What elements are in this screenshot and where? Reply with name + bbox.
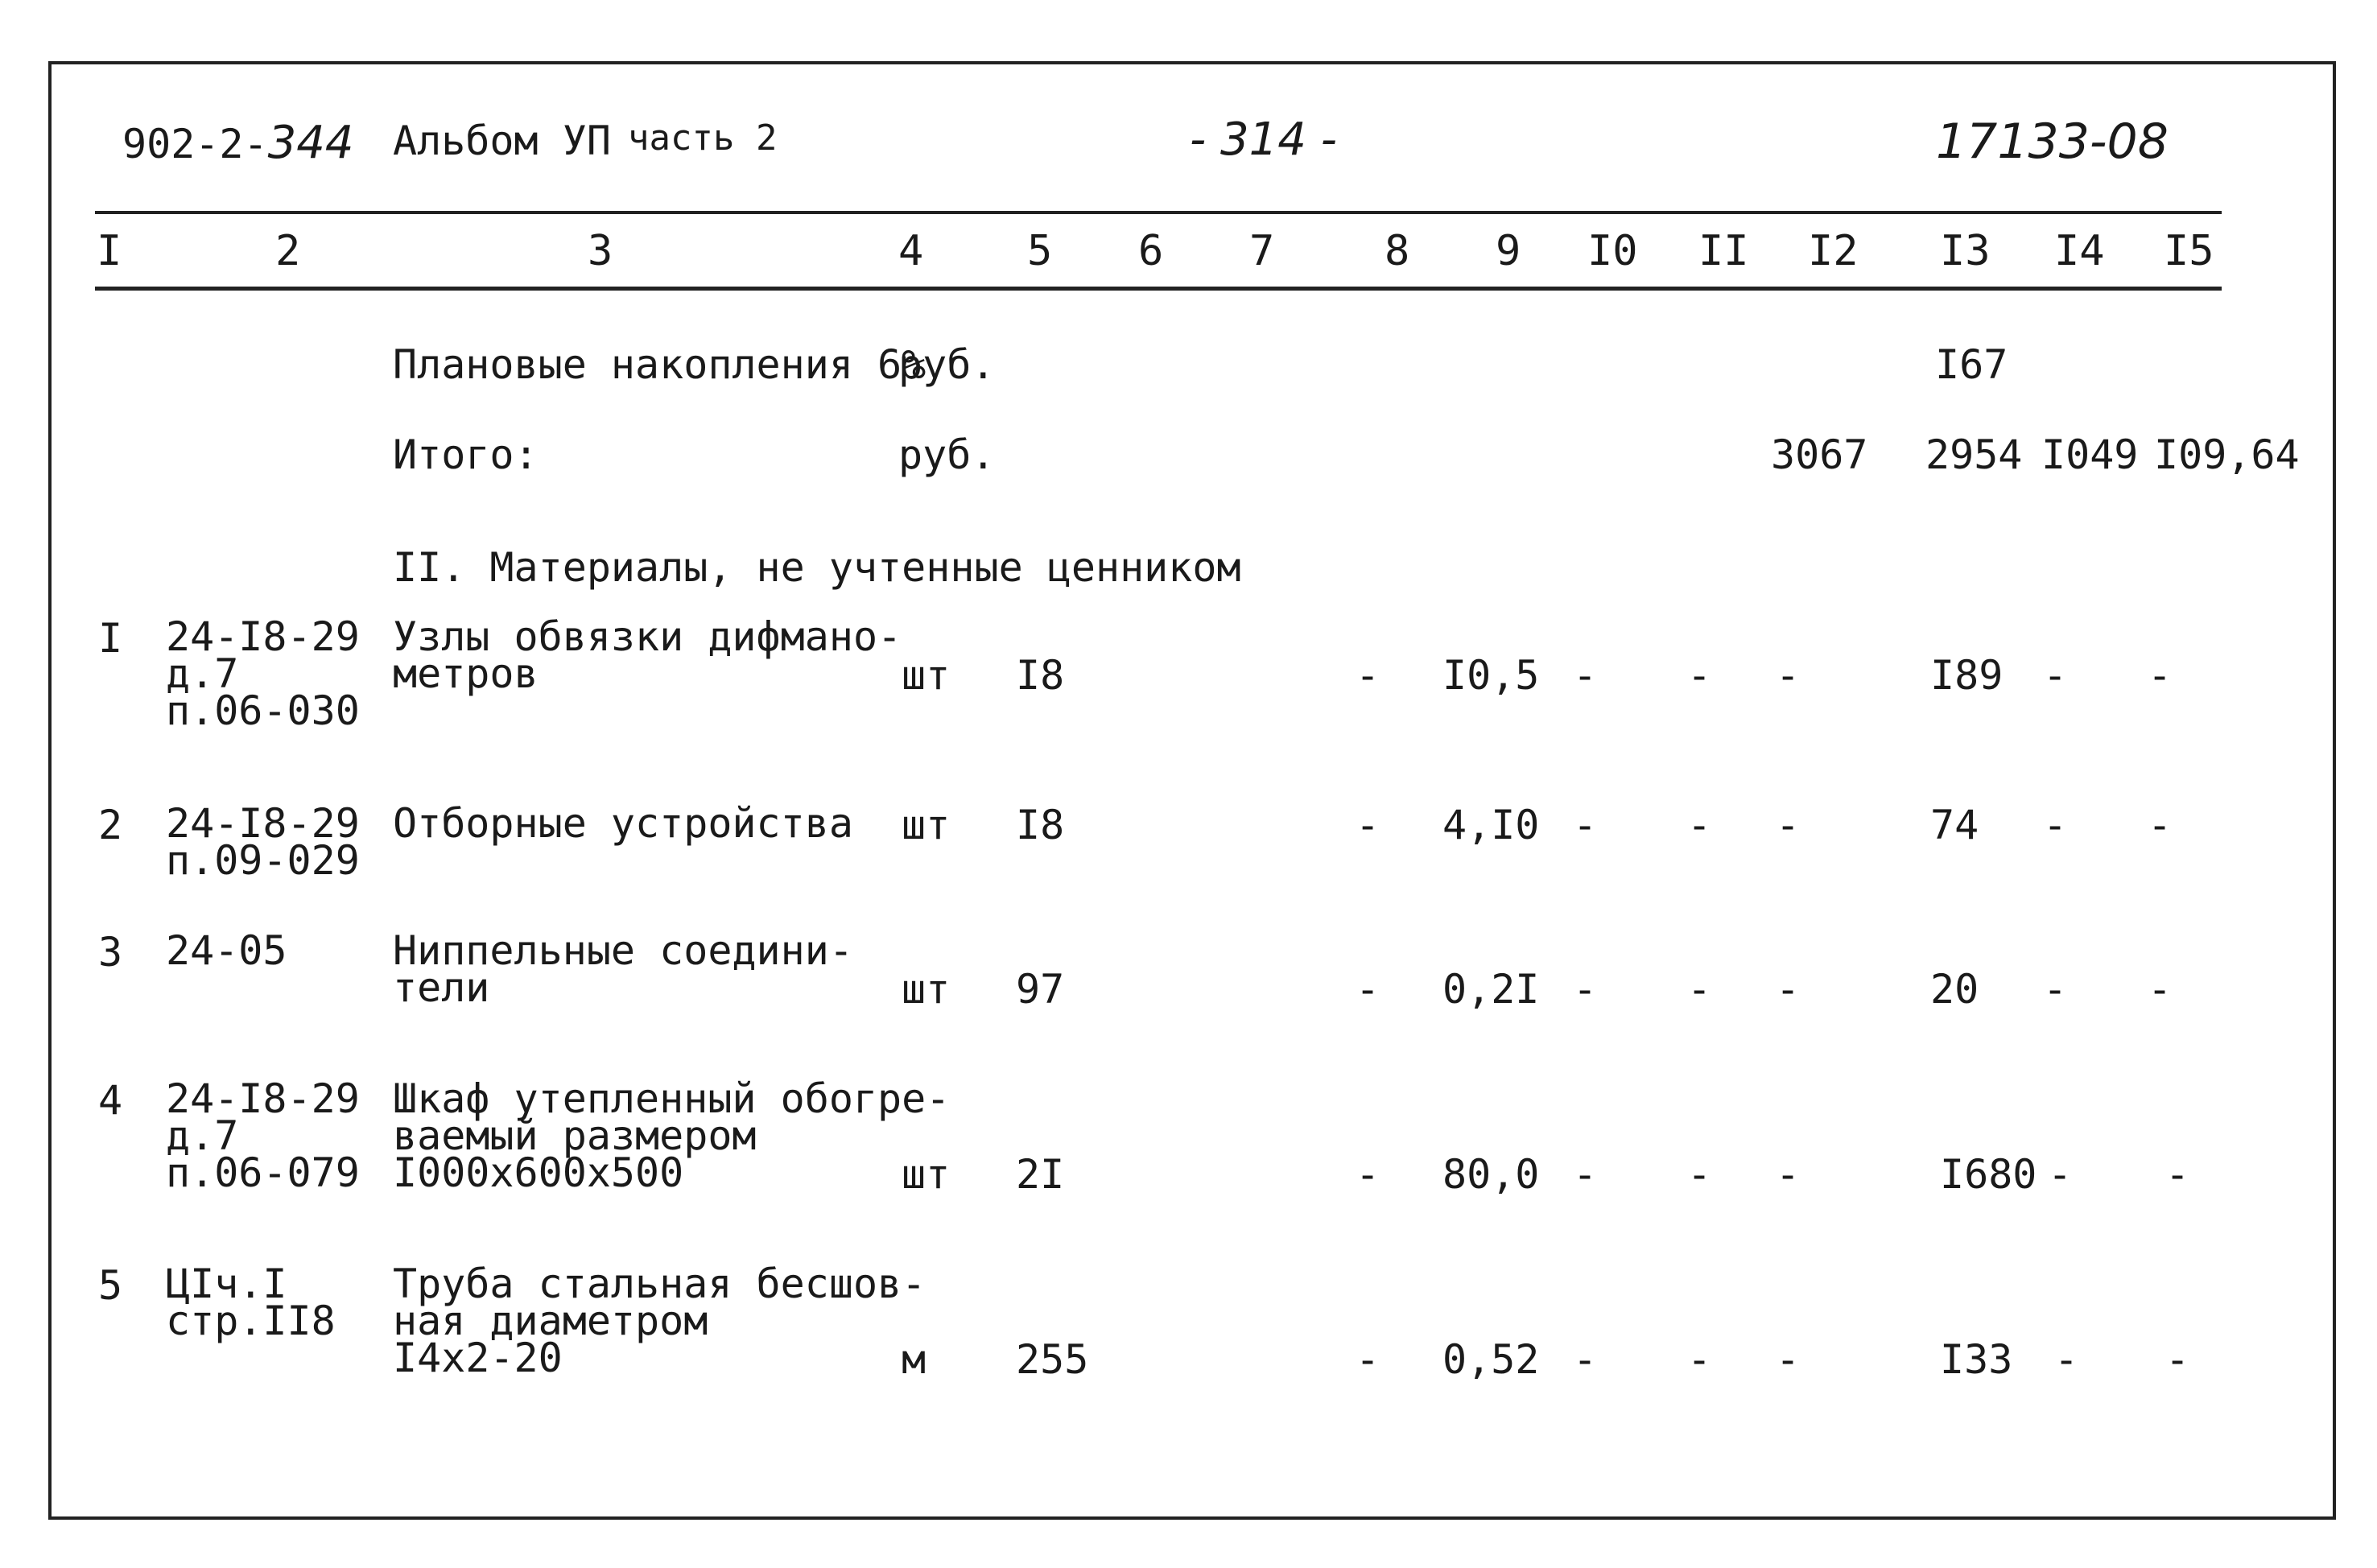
album-label: Альбом УП <box>393 118 611 164</box>
row-col8: - <box>1356 966 1380 1013</box>
row-col8: - <box>1356 652 1380 699</box>
column-number-9: 9 <box>1496 227 1521 275</box>
row-number: 5 <box>98 1262 123 1309</box>
summary-unit: руб. <box>898 341 996 388</box>
part-label: часть 2 <box>628 118 778 159</box>
row-col15: - <box>2165 1151 2190 1198</box>
column-number-1: I <box>97 227 122 275</box>
row-col10: - <box>1573 802 1598 848</box>
column-number-3: 3 <box>588 227 613 275</box>
row-col13: I33 <box>1940 1336 2013 1383</box>
row-code: 24-I8-29 д.7 п.06-079 <box>166 1075 360 1196</box>
header-top-rule <box>95 211 2222 214</box>
row-col12: - <box>1776 802 1801 848</box>
row-name: Отборные устройства <box>393 800 853 847</box>
row-col15: - <box>2148 966 2173 1013</box>
summary-unit: руб. <box>898 431 996 478</box>
column-number-8: 8 <box>1385 227 1410 275</box>
row-col13: I680 <box>1940 1151 2037 1198</box>
row-unit: шт <box>902 652 951 699</box>
row-col9: 0,2I <box>1442 966 1540 1013</box>
row-col11: - <box>1687 966 1712 1013</box>
row-col15: - <box>2165 1336 2190 1383</box>
column-number-2: 2 <box>275 227 301 275</box>
row-code: ЦIч.I стр.II8 <box>166 1261 336 1344</box>
column-number-10: I0 <box>1587 227 1638 275</box>
reference-number: 17133-08 <box>1936 113 2169 170</box>
summary-col13: I67 <box>1935 341 2008 388</box>
row-col12: - <box>1776 1336 1801 1383</box>
row-name: Ниппельные соедини- тели <box>393 927 853 1011</box>
row-number: 3 <box>98 929 123 976</box>
row-name: Шкаф утепленный обогре- ваемый размером I000x600x500 <box>393 1075 951 1196</box>
row-col12: - <box>1776 652 1801 699</box>
doc-code: 902-2-344 <box>122 117 354 169</box>
row-col9: 80,0 <box>1442 1151 1540 1198</box>
column-number-14: I4 <box>2054 227 2105 275</box>
row-col13: 20 <box>1930 966 1979 1013</box>
row-quantity: 255 <box>1016 1336 1089 1383</box>
row-col8: - <box>1356 802 1380 848</box>
row-unit: шт <box>902 1151 951 1198</box>
page-frame <box>48 61 2336 1520</box>
row-col14: - <box>2043 652 2068 699</box>
column-number-12: I2 <box>1808 227 1859 275</box>
row-col9: I0,5 <box>1442 652 1540 699</box>
row-quantity: I8 <box>1016 652 1065 699</box>
row-col9: 0,52 <box>1442 1336 1540 1383</box>
column-number-4: 4 <box>898 227 924 275</box>
row-number: 4 <box>98 1077 123 1124</box>
row-col10: - <box>1573 966 1598 1013</box>
column-number-13: I3 <box>1940 227 1991 275</box>
row-quantity: 97 <box>1016 966 1065 1013</box>
column-number-15: I5 <box>2164 227 2214 275</box>
row-quantity: 2I <box>1016 1151 1065 1198</box>
column-number-7: 7 <box>1249 227 1275 275</box>
row-col9: 4,I0 <box>1442 802 1540 848</box>
summary-col15: I09,64 <box>2154 431 2300 478</box>
row-col15: - <box>2148 652 2173 699</box>
row-unit: шт <box>902 802 951 848</box>
row-col15: - <box>2148 802 2173 848</box>
row-unit: шт <box>902 966 951 1013</box>
row-col12: - <box>1776 1151 1801 1198</box>
row-col11: - <box>1687 652 1712 699</box>
row-code: 24-05 <box>166 927 287 974</box>
page-number: - 314 - <box>1190 113 1337 166</box>
header-bottom-rule <box>95 287 2222 291</box>
row-col10: - <box>1573 1336 1598 1383</box>
summary-col13: 2954 <box>1925 431 2023 478</box>
row-code: 24-I8-29 д.7 п.06-030 <box>166 613 360 734</box>
summary-col12: 3067 <box>1771 431 1868 478</box>
column-number-6: 6 <box>1138 227 1164 275</box>
row-col13: 74 <box>1930 802 1979 848</box>
row-col8: - <box>1356 1336 1380 1383</box>
row-col11: - <box>1687 802 1712 848</box>
row-col13: I89 <box>1930 652 2004 699</box>
summary-col14: I049 <box>2041 431 2139 478</box>
row-col11: - <box>1687 1336 1712 1383</box>
row-quantity: I8 <box>1016 802 1065 848</box>
row-number: I <box>98 615 123 662</box>
row-col14: - <box>2043 966 2068 1013</box>
row-unit: м <box>902 1336 926 1383</box>
row-col10: - <box>1573 652 1598 699</box>
row-number: 2 <box>98 802 123 848</box>
column-number-11: II <box>1698 227 1749 275</box>
row-col10: - <box>1573 1151 1598 1198</box>
row-col12: - <box>1776 966 1801 1013</box>
summary-label: Итого: <box>393 431 539 478</box>
row-col14: - <box>2043 802 2068 848</box>
summary-label: Плановые накопления 6% <box>393 341 926 388</box>
row-col14: - <box>2048 1151 2073 1198</box>
row-code: 24-I8-29 п.09-029 <box>166 800 360 884</box>
row-col8: - <box>1356 1151 1380 1198</box>
row-col11: - <box>1687 1151 1712 1198</box>
row-col14: - <box>2054 1336 2079 1383</box>
column-number-5: 5 <box>1027 227 1053 275</box>
section-title: II. Материалы, не учтенные ценником <box>393 544 1241 591</box>
row-name: Узлы обвязки дифмано- метров <box>393 613 902 697</box>
row-name: Труба стальная бесшов- ная диаметром I4x2-20 <box>393 1261 926 1381</box>
